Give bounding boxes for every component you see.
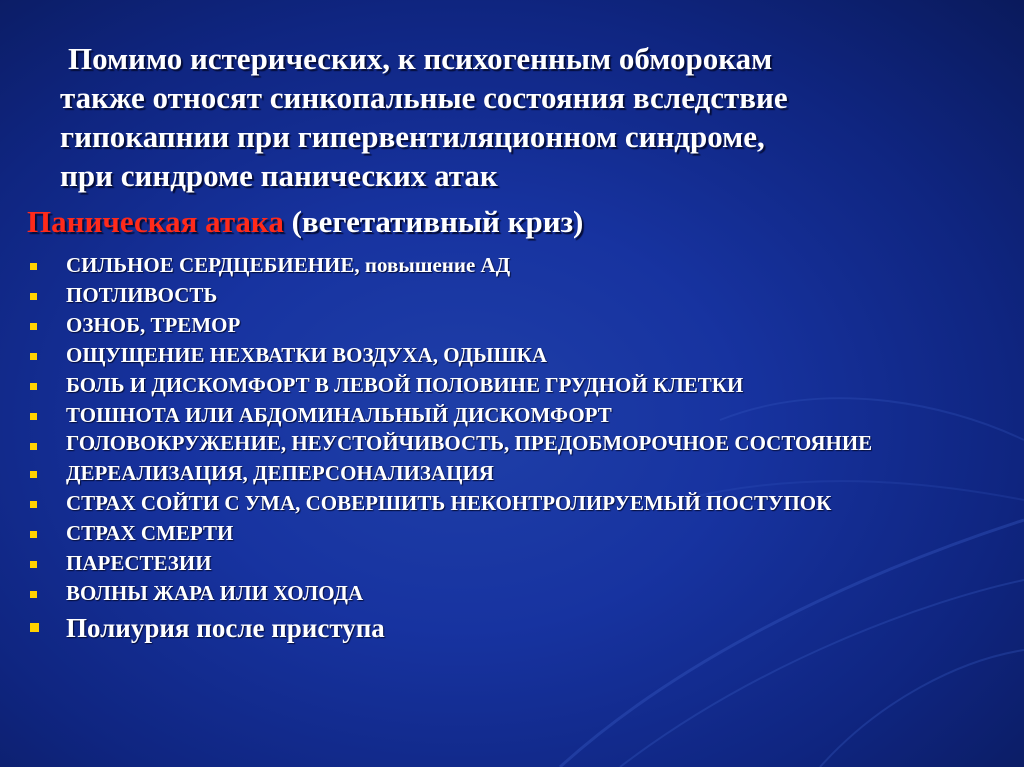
square-bullet-icon <box>30 623 39 632</box>
list-item <box>30 611 1015 645</box>
list-item-text: ОЗНОБ, ТРЕМОР <box>66 313 241 337</box>
list-item <box>30 401 1015 429</box>
square-bullet-icon <box>30 531 37 538</box>
list-item <box>30 579 1015 607</box>
heading-accent-text: Паническая атака <box>27 204 284 239</box>
list-item <box>30 251 1015 279</box>
square-bullet-icon <box>30 591 37 598</box>
list-item <box>30 281 1015 309</box>
intro-paragraph: Помимо истерических, к психогенным обморокам также относят синкопальные состояния вследствие гипокапнии при гипервентиляционном синдроме, при синдроме панических атак <box>60 41 788 193</box>
list-item-text: СТРАХ СОЙТИ С УМА, СОВЕРШИТЬ НЕКОНТРОЛИРУЕМЫЙ ПОСТУПОК <box>66 491 832 515</box>
list-item-text: Полиурия после приступа <box>66 613 385 643</box>
list-item <box>30 549 1015 577</box>
square-bullet-icon <box>30 353 37 360</box>
list-item-text: ПОТЛИВОСТЬ <box>66 283 218 307</box>
symptom-list <box>30 251 1015 647</box>
square-bullet-icon <box>30 293 37 300</box>
list-item-text: СТРАХ СМЕРТИ <box>66 521 234 545</box>
list-item-text: ПАРЕСТЕЗИИ <box>66 551 212 575</box>
square-bullet-icon <box>30 263 37 270</box>
list-item <box>30 431 1015 456</box>
list-item-text: ТОШНОТА ИЛИ АБДОМИНАЛЬНЫЙ ДИСКОМФОРТ <box>66 403 612 427</box>
list-item <box>30 311 1015 339</box>
list-item-text: ОЩУЩЕНИЕ НЕХВАТКИ ВОЗДУХА, ОДЫШКА <box>66 343 548 367</box>
heading-rest-text: (вегетативный криз) <box>283 204 584 239</box>
list-item-text: ГОЛОВОКРУЖЕНИЕ, НЕУСТОЙЧИВОСТЬ, ПРЕДОБМОРОЧНОЕ СОСТОЯНИЕ <box>66 431 873 455</box>
square-bullet-icon <box>30 561 37 568</box>
list-item-text: СИЛЬНОЕ СЕРДЦЕБИЕНИЕ, повышение АД <box>66 253 511 277</box>
list-item <box>30 519 1015 547</box>
list-item-text: ВОЛНЫ ЖАРА ИЛИ ХОЛОДА <box>66 581 364 605</box>
square-bullet-icon <box>30 413 37 420</box>
square-bullet-icon <box>30 471 37 478</box>
square-bullet-icon <box>30 443 37 450</box>
list-item <box>30 459 1015 487</box>
square-bullet-icon <box>30 501 37 508</box>
list-item-text: ДЕРЕАЛИЗАЦИЯ, ДЕПЕРСОНАЛИЗАЦИЯ <box>66 461 494 485</box>
square-bullet-icon <box>30 323 37 330</box>
list-item <box>30 489 1015 517</box>
section-heading <box>27 202 583 242</box>
list-item <box>30 341 1015 369</box>
list-item-text: БОЛЬ И ДИСКОМФОРТ В ЛЕВОЙ ПОЛОВИНЕ ГРУДНОЙ КЛЕТКИ <box>66 373 744 397</box>
list-item <box>30 371 1015 399</box>
square-bullet-icon <box>30 383 37 390</box>
